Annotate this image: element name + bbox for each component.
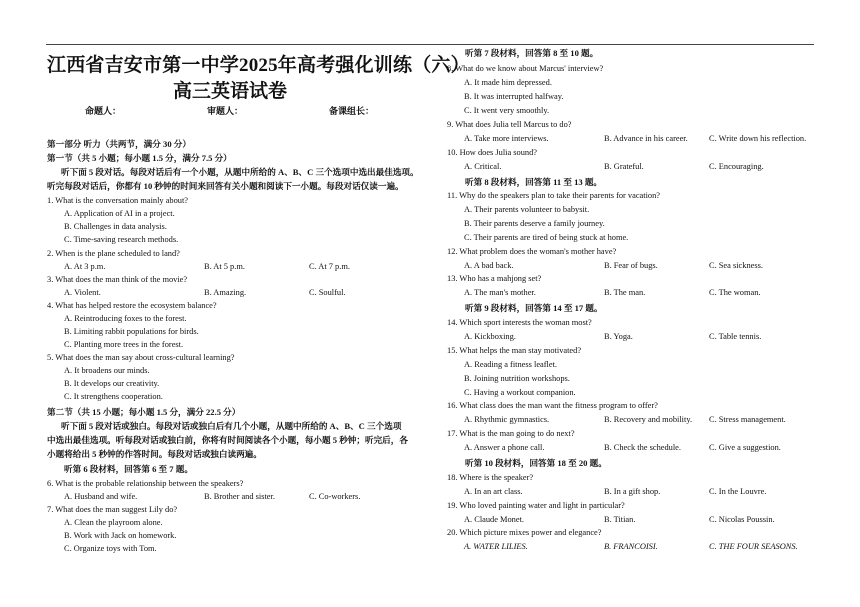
option-b: B. Recovery and mobility.: [604, 415, 693, 424]
leader-label: 备课组长：: [329, 106, 375, 116]
option-b: B. Challenges in data analysis.: [64, 222, 167, 231]
question-10: 10. How does Julia sound?: [447, 148, 538, 157]
question-7: 7. What does the man suggest Lily do?: [47, 505, 178, 514]
question-19: 19. Who loved painting water and light in particular?: [447, 501, 625, 510]
option-c: C. Nicolas Poussin.: [709, 515, 775, 524]
option-a: A. Reading a fitness leaflet.: [464, 360, 558, 369]
question-13: 13. Who has a mahjong set?: [447, 274, 542, 283]
option-b: B. Grateful.: [604, 162, 644, 171]
option-c: C. It strengthens cooperation.: [64, 392, 163, 401]
question-1: 1. What is the conversation mainly about?: [47, 196, 189, 205]
question-5: 5. What does the man say about cross-cultural learning?: [47, 353, 235, 362]
option-a: A. At 3 p.m.: [64, 262, 106, 271]
option-a: A. Husband and wife.: [64, 492, 138, 501]
option-b: B. Check the schedule.: [604, 443, 681, 452]
option-a: A. The man's mother.: [464, 288, 536, 297]
material-cue: 听第 8 段材料，回答第 11 至 13 题。: [465, 177, 603, 187]
option-c: C. Having a workout companion.: [464, 388, 576, 397]
option-c: C. THE FOUR SEASONS.: [709, 542, 798, 551]
option-b: B. Fear of bugs.: [604, 261, 658, 270]
option-a: A. Take more interviews.: [464, 134, 549, 143]
option-c: C. Co-workers.: [309, 492, 361, 501]
question-8: 8. What do we know about Marcus' interview?: [447, 64, 604, 73]
exam-subtitle: 高三英语试卷: [173, 81, 288, 102]
question-4: 4. What has helped restore the ecosystem balance?: [47, 301, 217, 310]
option-c: C. Their parents are tired of being stuck at home.: [464, 233, 629, 242]
section1-instruction: 听下面 5 段对话。每段对话后有一个小题，从题中所给的 A、B、C 三个选项中选出最佳选项。: [61, 167, 419, 177]
section2-instruction: 听下面 5 段对话或独白。每段对话或独白后有几个小题，从题中所给的 A、B、C 三个选项: [61, 421, 402, 431]
option-b: B. Yoga.: [604, 332, 633, 341]
question-18: 18. Where is the speaker?: [447, 473, 534, 482]
section1-instruction: 听完每段对话后，你都有 10 秒钟的时间来回答有关小题和阅读下一小题。每段对话仅读一遍。: [47, 181, 404, 191]
option-a: A. It broadens our minds.: [64, 366, 150, 375]
part1-heading: 第一部分 听力（共两节，满分 30 分）: [47, 139, 191, 149]
reviewer-label: 审题人：: [207, 106, 244, 116]
question-20: 20. Which picture mixes power and elegance?: [447, 528, 602, 537]
option-a: A. Application of AI in a project.: [64, 209, 175, 218]
option-a: A. Claude Monet.: [464, 515, 525, 524]
option-c: C. Sea sickness.: [709, 261, 763, 270]
option-b: B. FRANCOISI.: [604, 542, 658, 551]
option-a: A. Their parents volunteer to babysit.: [464, 205, 590, 214]
option-c: C. Encouraging.: [709, 162, 764, 171]
question-16: 16. What class does the man want the fitness program to offer?: [447, 401, 658, 410]
option-c: C. Soulful.: [309, 288, 346, 297]
option-c: C. Table tennis.: [709, 332, 762, 341]
option-a: A. WATER LILIES.: [464, 542, 528, 551]
option-c: C. Give a suggestion.: [709, 443, 781, 452]
option-b: B. It develops our creativity.: [64, 379, 160, 388]
option-b: B. Brother and sister.: [204, 492, 275, 501]
option-b: B. In a gift shop.: [604, 487, 661, 496]
question-17: 17. What is the man going to do next?: [447, 429, 575, 438]
option-c: C. At 7 p.m.: [309, 262, 350, 271]
option-a: A. Answer a phone call.: [464, 443, 545, 452]
option-a: A. In an art class.: [464, 487, 523, 496]
option-a: A. Reintroducing foxes to the forest.: [64, 314, 187, 323]
question-2: 2. When is the plane scheduled to land?: [47, 249, 180, 258]
option-b: B. Their parents deserve a family journey.: [464, 219, 605, 228]
option-c: C. Write down his reflection.: [709, 134, 807, 143]
option-b: B. It was interrupted halfway.: [464, 92, 564, 101]
option-a: A. Clean the playroom alone.: [64, 518, 163, 527]
question-11: 11. Why do the speakers plan to take their parents for vacation?: [447, 191, 661, 200]
option-c: C. Planting more trees in the forest.: [64, 340, 184, 349]
material-cue: 听第 9 段材料，回答第 14 至 17 题。: [465, 303, 603, 313]
question-6: 6. What is the probable relationship between the speakers?: [47, 479, 244, 488]
question-3: 3. What does the man think of the movie?: [47, 275, 188, 284]
option-b: B. Joining nutrition workshops.: [464, 374, 570, 383]
option-a: A. Violent.: [64, 288, 101, 297]
option-b: B. Advance in his career.: [604, 134, 688, 143]
question-9: 9. What does Julia tell Marcus to do?: [447, 120, 572, 129]
option-b: B. Work with Jack on homework.: [64, 531, 177, 540]
material-cue: 听第 6 段材料，回答第 6 至 7 题。: [64, 464, 193, 474]
section2-heading: 第二节（共 15 小题；每小题 1.5 分，满分 22.5 分）: [47, 407, 241, 417]
option-a: A. A bad back.: [464, 261, 514, 270]
top-rule: [46, 44, 814, 45]
option-c: C. In the Louvre.: [709, 487, 767, 496]
option-b: B. Amazing.: [204, 288, 247, 297]
option-b: B. Limiting rabbit populations for birds.: [64, 327, 199, 336]
option-c: C. The woman.: [709, 288, 761, 297]
option-a: A. Rhythmic gymnastics.: [464, 415, 550, 424]
option-c: C. It went very smoothly.: [464, 106, 550, 115]
question-12: 12. What problem does the woman's mother have?: [447, 247, 617, 256]
option-a: A. Critical.: [464, 162, 502, 171]
proposer-label: 命题人：: [85, 106, 122, 116]
section2-instruction: 小题将给出 5 秒钟的作答时间。每段对话或独白读两遍。: [47, 449, 262, 459]
option-a: A. It made him depressed.: [464, 78, 552, 87]
material-cue: 听第 7 段材料，回答第 8 至 10 题。: [465, 48, 599, 58]
option-b: B. Titian.: [604, 515, 636, 524]
question-15: 15. What helps the man stay motivated?: [447, 346, 582, 355]
option-b: B. At 5 p.m.: [204, 262, 245, 271]
section1-heading: 第一节（共 5 小题；每小题 1.5 分，满分 7.5 分）: [47, 153, 232, 163]
material-cue: 听第 10 段材料，回答第 18 至 20 题。: [465, 458, 607, 468]
option-c: C. Organize toys with Tom.: [64, 544, 157, 553]
option-c: C. Stress management.: [709, 415, 786, 424]
section2-instruction: 中选出最佳选项。听每段对话或独白前，你将有时间阅读各个小题，每小题 5 秒钟；听完后，各: [47, 435, 408, 445]
exam-title: 江西省吉安市第一中学2025年高考强化训练（六）: [47, 55, 470, 76]
option-c: C. Time-saving research methods.: [64, 235, 179, 244]
option-a: A. Kickboxing.: [464, 332, 516, 341]
question-14: 14. Which sport interests the woman most?: [447, 318, 592, 327]
option-b: B. The man.: [604, 288, 646, 297]
